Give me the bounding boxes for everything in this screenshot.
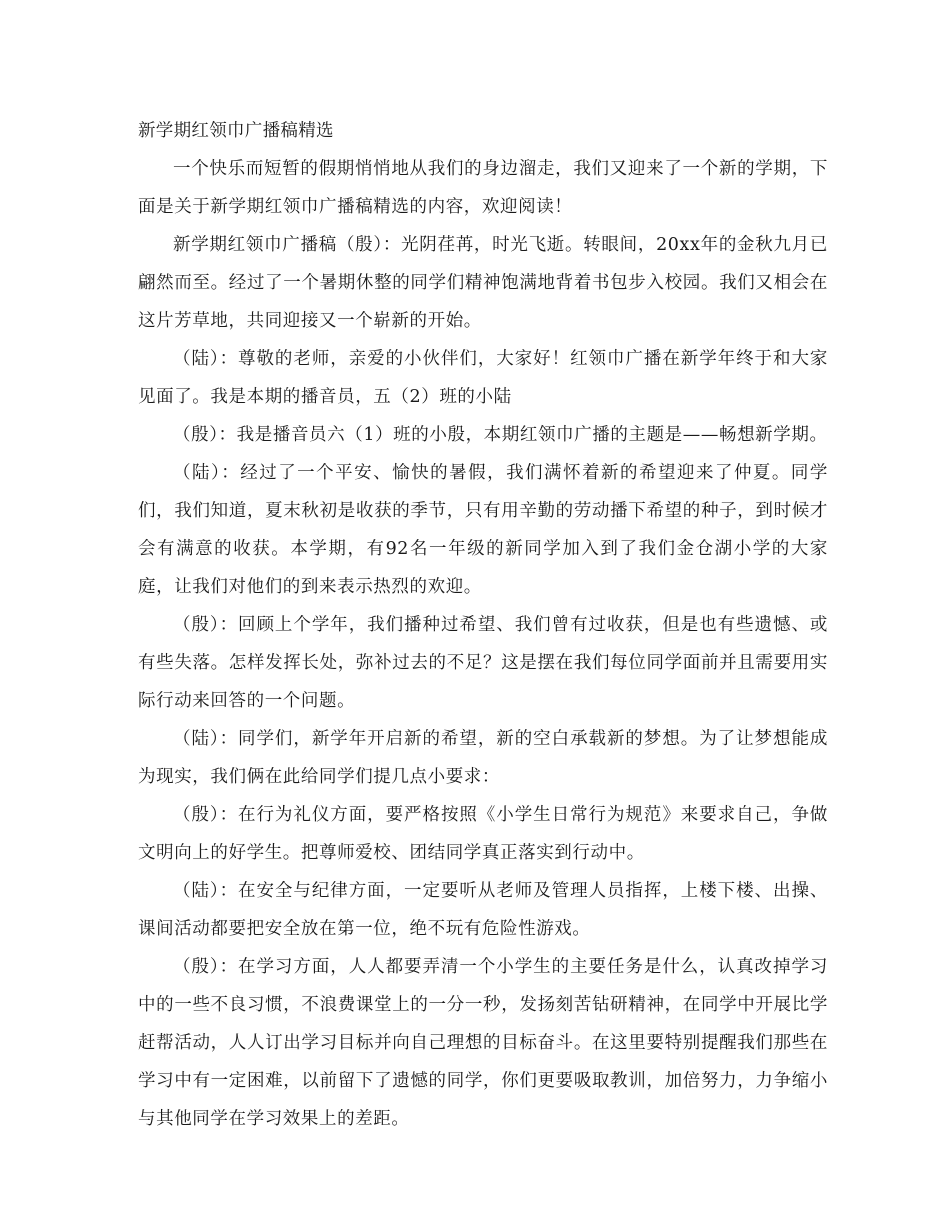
script-paragraph-lu-safety: （陆）：在安全与纪律方面，一定要听从老师及管理人员指挥，上楼下楼、出操、课间活动都要把安全放在第一位，绝不玩有危险性游戏。	[138, 881, 828, 939]
script-paragraph-yin-etiquette: （殷）：在行为礼仪方面，要严格按照《小学生日常行为规范》来要求自己，争做文明向上的好学生。把尊师爱校、团结同学真正落实到行动中。	[138, 805, 828, 863]
script-paragraph-yin-review: （殷）：回顾上个学年，我们播种过希望、我们曾有过收获，但是也有些遗憾、或有些失落。怎样发挥长处，弥补过去的不足？这是摆在我们每位同学面前并且需要用实际行动来回答的一个问题。	[138, 615, 828, 711]
document-body	[138, 112, 828, 1138]
script-paragraph-lu-greeting: （陆）：尊敬的老师，亲爱的小伙伴们，大家好！红领巾广播在新学年终于和大家见面了。我是本期的播音员，五（2）班的小陆	[138, 349, 828, 407]
script-paragraph-yin-theme: （殷）：我是播音员六（1）班的小殷，本期红领巾广播的主题是——畅想新学期。	[173, 425, 828, 445]
document-title: 新学期红领巾广播稿精选	[138, 121, 334, 141]
intro-paragraph: 一个快乐而短暂的假期悄悄地从我们的身边溜走，我们又迎来了一个新的学期，下面是关于新学期红领巾广播稿精选的内容，欢迎阅读！	[138, 159, 828, 217]
script-paragraph-lu-welcome: （陆）：经过了一个平安、愉快的暑假，我们满怀着新的希望迎来了仲夏。同学们，我们知道，夏末秋初是收获的季节，只有用辛勤的劳动播下希望的种子，到时候才会有满意的收获。本学期，有92名一年级的新同学加入到了我们金仓湖小学的大家庭，让我们对他们的到来表示热烈的欢迎。	[138, 463, 828, 597]
script-paragraph-opening: 新学期红领巾广播稿（殷）：光阴荏苒，时光飞逝。转眼间，20xx年的金秋九月已翩然而至。经过了一个暑期休整的同学们精神饱满地背着书包步入校园。我们又相会在这片芳草地，共同迎接又一个崭新的开始。	[138, 235, 828, 331]
script-paragraph-lu-requirements: （陆）：同学们，新学年开启新的希望，新的空白承载新的梦想。为了让梦想能成为现实，我们俩在此给同学们提几点小要求：	[138, 729, 828, 787]
script-paragraph-yin-study: （殷）：在学习方面，人人都要弄清一个小学生的主要任务是什么，认真改掉学习中的一些不良习惯，不浪费课堂上的一分一秒，发扬刻苦钻研精神，在同学中开展比学赶帮活动，人人订出学习目标并向自己理想的目标奋斗。在这里要特别提醒我们那些在学习中有一定困难，以前留下了遗憾的同学，你们更要吸取教训，加倍努力，力争缩小与其他同学在学习效果上的差距。	[138, 957, 828, 1129]
